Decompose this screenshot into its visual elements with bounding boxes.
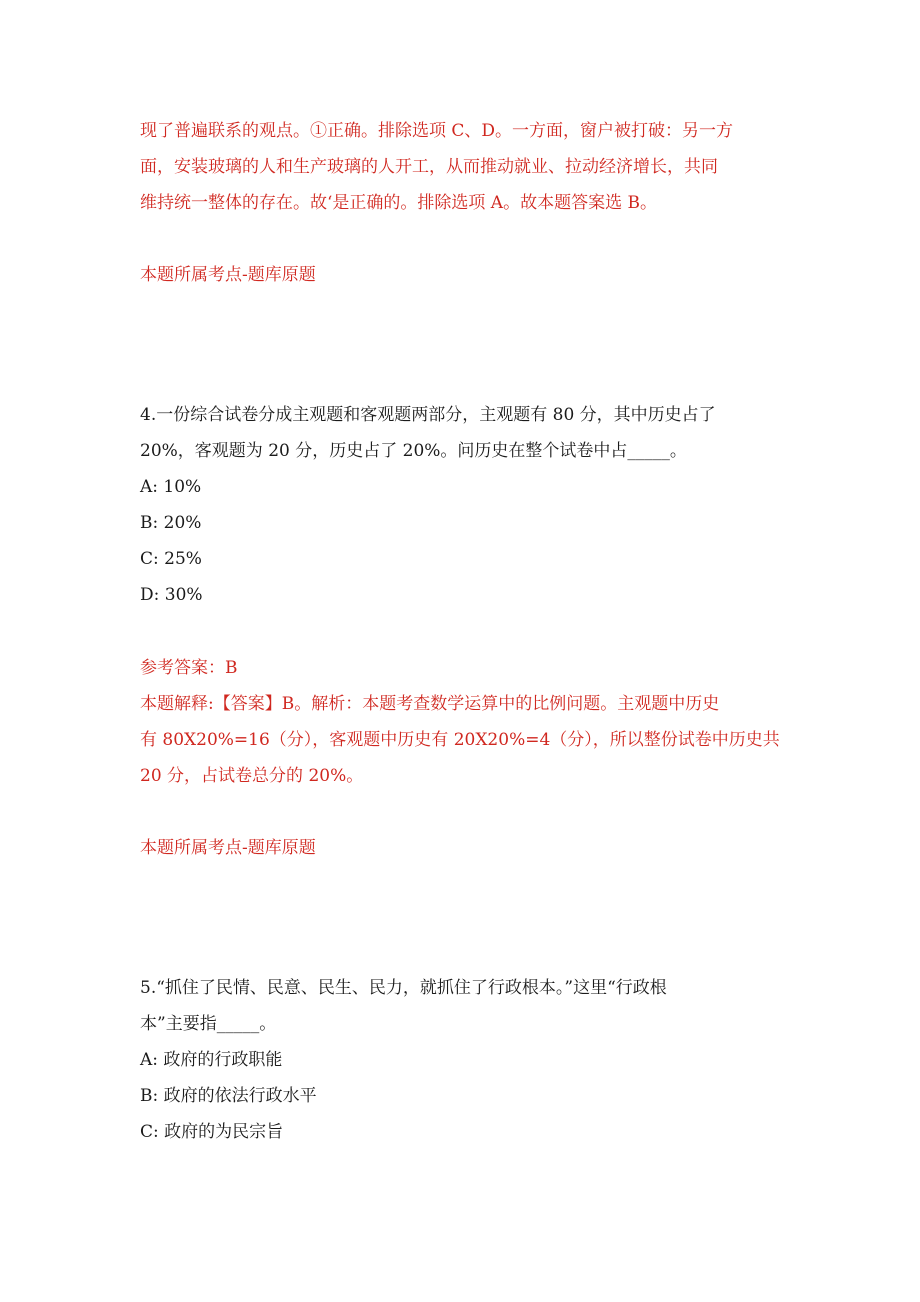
q4-explanation-line-2: 有 80X20%=16（分），客观题中历史有 20X20%=4（分），所以整份试卷中历史共 <box>140 730 780 750</box>
q4-option-d: D: 30% <box>140 585 203 605</box>
q4-option-a: A: 10% <box>140 477 202 497</box>
q3-topic: 本题所属考点-题库原题 <box>140 265 316 285</box>
q4-options <box>140 469 790 613</box>
q3-explanation <box>140 113 790 221</box>
spacer <box>140 794 790 830</box>
q4-explanation <box>140 686 790 794</box>
spacer <box>140 613 790 650</box>
q4-stem-line-1: 4.一份综合试卷分成主观题和客观题两部分，主观题有 80 分，其中历史占了 <box>140 405 716 425</box>
q3-explanation-line-3: 维持统一整体的存在。故‘是正确的。排除选项 A。故本题答案选 B。 <box>140 193 657 213</box>
spacer <box>140 866 790 970</box>
q5-option-b: B: 政府的依法行政水平 <box>140 1086 317 1106</box>
q5-options <box>140 1042 790 1150</box>
q5-option-c: C: 政府的为民宗旨 <box>140 1122 284 1142</box>
q4-option-b: B: 20% <box>140 513 202 533</box>
document-page <box>140 113 790 1150</box>
q4-topic: 本题所属考点-题库原题 <box>140 838 316 858</box>
q4-stem <box>140 397 790 469</box>
q5-stem <box>140 970 790 1042</box>
q5-stem-line-2: 本”主要指_____。 <box>140 1014 277 1034</box>
spacer <box>140 221 790 257</box>
q4-explanation-line-3: 20 分，占试卷总分的 20%。 <box>140 766 364 786</box>
q5-stem-line-1: 5.“抓住了民情、民意、民生、民力，就抓住了行政根本。”这里“行政根 <box>140 978 667 998</box>
q5-option-a: A: 政府的行政职能 <box>140 1050 283 1070</box>
q3-explanation-line-1: 现了普遍联系的观点。①正确。排除选项 C、D。一方面，窗户被打破：另一方 <box>140 121 734 141</box>
q3-explanation-line-2: 面，安装玻璃的人和生产玻璃的人开工，从而推动就业、拉动经济增长，共同 <box>140 157 718 177</box>
q4-explanation-line-1: 本题解释:【答案】B。解析：本题考查数学运算中的比例问题。主观题中历史 <box>140 694 720 714</box>
spacer <box>140 293 790 397</box>
q4-stem-line-2: 20%，客观题为 20 分，历史占了 20%。问历史在整个试卷中占_____。 <box>140 441 687 461</box>
q4-option-c: C: 25% <box>140 549 202 569</box>
q4-answer: 参考答案：B <box>140 658 238 678</box>
